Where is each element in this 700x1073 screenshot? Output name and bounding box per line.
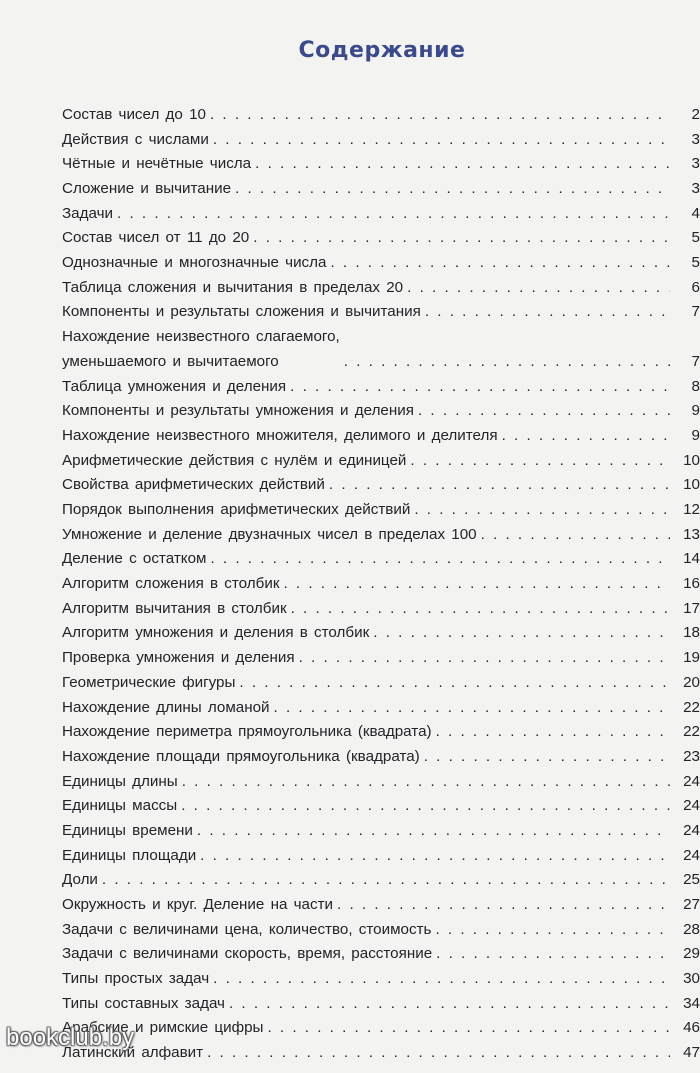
toc-entry-page-number: 17 — [683, 599, 700, 617]
toc-entry[interactable] — [62, 276, 700, 301]
dot-leader — [270, 696, 670, 721]
toc-entry-page-number: 24 — [683, 846, 700, 864]
dot-leader — [477, 523, 670, 548]
toc-entry-page-number: 10 — [683, 476, 700, 494]
dot-leader — [498, 424, 670, 449]
toc-entry-title: Арабские и римские цифры — [62, 1019, 264, 1037]
toc-entry[interactable] — [62, 202, 700, 227]
toc-entry-page-number: 5 — [691, 254, 700, 272]
toc-entry-page-number: 18 — [683, 624, 700, 642]
toc-entry-page-number: 8 — [691, 377, 700, 395]
toc-entry[interactable] — [62, 301, 700, 326]
toc-entry-title: Алгоритм сложения в столбик — [62, 575, 280, 593]
toc-entry[interactable] — [62, 251, 700, 276]
dot-leader — [177, 794, 670, 819]
toc-entry[interactable] — [62, 671, 700, 696]
toc-entry[interactable] — [62, 621, 700, 646]
watermark: bookclub.by — [6, 1024, 135, 1051]
toc-entry-page-number: 46 — [683, 1019, 700, 1037]
toc-entry[interactable] — [62, 597, 700, 622]
toc-entry-page-number: 24 — [683, 821, 700, 839]
toc-entry-page-number: 30 — [683, 970, 700, 988]
toc-entry-title: Порядок выполнения арифметических действий — [62, 501, 411, 518]
toc-entry-page-number: 3 — [691, 180, 700, 198]
toc-entry-title: Действия с числами — [62, 130, 209, 148]
dot-leader — [113, 202, 670, 227]
toc-entry[interactable] — [62, 498, 700, 523]
toc-entry[interactable] — [62, 646, 700, 671]
toc-entry[interactable] — [62, 918, 700, 943]
toc-entry[interactable] — [62, 1041, 700, 1066]
toc-entry-title: Нахождение площади прямоугольника (квадрата) — [62, 747, 420, 765]
dot-leader — [196, 844, 670, 869]
toc-entry-page-number: 7 — [691, 352, 700, 370]
dot-leader — [340, 350, 670, 375]
toc-entry-title: Окружность и круг. Деление на части — [62, 896, 334, 913]
toc-entry-title: Чётные и нечётные числа — [62, 155, 252, 173]
toc-entry-page-number: 16 — [683, 575, 700, 593]
toc-entry-page-number: 6 — [691, 278, 700, 296]
toc-entry[interactable] — [62, 720, 700, 745]
toc-entry-title: Таблица сложения и вычитания в пределах 20 — [62, 278, 404, 296]
toc-entry-title: Нахождение неизвестного множителя, делимого и делителя — [62, 426, 498, 444]
toc-entry-title: Типы составных задач — [62, 994, 225, 1012]
toc-entry[interactable] — [62, 152, 700, 177]
toc-entry-title: Типы простых задач — [62, 970, 210, 988]
toc-entry-page-number: 25 — [683, 871, 700, 889]
dot-leader — [325, 473, 670, 498]
toc-entry[interactable] — [62, 226, 700, 251]
toc-entry-title: Нахождение длины ломаной — [62, 698, 270, 716]
toc-entry-title: Однозначные и многозначные числа — [62, 254, 327, 272]
toc-entry-page-number: 3 — [691, 130, 700, 148]
toc-entry[interactable] — [62, 696, 700, 721]
toc-entry-title: Единицы длины — [62, 772, 178, 790]
dot-leader — [249, 226, 670, 251]
dot-leader — [431, 918, 670, 943]
toc-entry-page-number: 22 — [683, 698, 700, 716]
toc-entry[interactable] — [62, 992, 700, 1017]
dot-leader — [178, 770, 670, 795]
toc-entry-page-number: 20 — [683, 673, 700, 691]
toc-entry[interactable] — [62, 794, 700, 819]
toc-entry-title: Компоненты и результаты сложения и вычитания — [62, 303, 421, 321]
dot-leader — [193, 819, 670, 844]
toc-entry-page-number: 34 — [683, 994, 700, 1012]
toc-entry-page-number: 22 — [683, 723, 700, 741]
dot-leader — [403, 276, 670, 301]
toc-entry-page-number: 23 — [683, 747, 700, 765]
toc-entry-title: Проверка умножения и деления — [62, 649, 295, 667]
toc-entry-page-number: 29 — [683, 945, 700, 963]
toc-entry-page-number: 47 — [683, 1044, 700, 1062]
toc-entry-title: Алгоритм умножения и деления в столбик — [62, 624, 370, 642]
dot-leader — [286, 375, 670, 400]
toc-entry[interactable] — [62, 868, 700, 893]
dot-leader — [225, 992, 670, 1017]
toc-entry-title: Латинский алфавит — [62, 1044, 204, 1062]
dot-leader — [410, 498, 670, 523]
toc-entry-title: Единицы массы — [62, 797, 178, 815]
dot-leader — [432, 942, 670, 967]
dot-leader — [279, 572, 670, 597]
toc-entry-page-number: 19 — [683, 649, 700, 667]
toc-entry-page-number: 9 — [691, 402, 700, 420]
toc-entry-title: Задачи с величинами цена, количество, стоимость — [62, 920, 432, 938]
dot-leader — [414, 399, 670, 424]
toc-entry[interactable] — [62, 375, 700, 400]
table-of-contents — [62, 103, 700, 1066]
toc-entry[interactable] — [62, 770, 700, 795]
toc-entry[interactable] — [62, 547, 700, 572]
dot-leader — [326, 251, 670, 276]
toc-entry-title: Свойства арифметических действий — [62, 476, 325, 494]
toc-entry-title: Задачи с величинами скорость, время, расстояние — [62, 945, 433, 963]
toc-entry-title: Сложение и вычитание — [62, 180, 232, 198]
toc-entry-page-number: 5 — [691, 229, 700, 247]
toc-entry-title: Единицы времени — [62, 821, 193, 839]
toc-entry[interactable] — [62, 967, 700, 992]
dot-leader — [209, 128, 670, 153]
toc-entry-title: Геометрические фигуры — [62, 673, 236, 691]
toc-entry-page-number: 3 — [691, 155, 700, 173]
dot-leader — [420, 745, 670, 770]
toc-entry-title: Алгоритм вычитания в столбик — [62, 599, 287, 617]
toc-entry[interactable] — [62, 103, 700, 128]
toc-entry-page-number: 24 — [683, 772, 700, 790]
dot-leader — [287, 597, 670, 622]
toc-entry-title: Компоненты и результаты умножения и деления — [62, 402, 414, 420]
toc-entry-page-number: 2 — [691, 105, 700, 123]
dot-leader — [98, 868, 670, 893]
dot-leader — [251, 152, 670, 177]
dot-leader — [206, 103, 670, 128]
toc-entry-page-number: 4 — [691, 204, 700, 222]
toc-entry-page-number: 28 — [683, 920, 700, 938]
toc-entry[interactable] — [62, 128, 700, 153]
toc-entry[interactable] — [62, 572, 700, 597]
toc-entry[interactable] — [62, 1016, 700, 1041]
toc-entry[interactable] — [62, 893, 700, 918]
toc-entry-page-number: 7 — [691, 303, 700, 321]
toc-entry-title: Таблица умножения и деления — [62, 377, 287, 395]
dot-leader — [206, 547, 670, 572]
toc-entry[interactable] — [62, 473, 700, 498]
toc-entry-title: Деление с остатком — [62, 550, 207, 568]
dot-leader — [209, 967, 670, 992]
dot-leader — [369, 621, 670, 646]
dot-leader — [203, 1041, 670, 1066]
toc-entry-page-number: 24 — [683, 797, 700, 815]
dot-leader — [263, 1016, 670, 1041]
toc-entry[interactable] — [62, 177, 700, 202]
toc-entry-title: Состав чисел от 11 до 20 — [62, 229, 250, 247]
toc-entry-title: Нахождение периметра прямоугольника (квадрата) — [62, 723, 432, 741]
dot-leader — [235, 671, 670, 696]
toc-entry-title: Задачи — [62, 204, 113, 222]
dot-leader — [295, 646, 670, 671]
toc-entry-page-number: 14 — [683, 550, 700, 568]
toc-entry[interactable] — [62, 399, 700, 424]
toc-entry[interactable] — [62, 844, 700, 869]
dot-leader — [432, 720, 670, 745]
page-title: Содержание — [298, 38, 466, 63]
toc-entry-title: Состав чисел до 10 — [62, 105, 206, 123]
toc-entry-title: Нахождение неизвестного слагаемого, уменьшаемого и вычитаемого — [62, 328, 340, 370]
dot-leader — [333, 893, 670, 918]
toc-entry[interactable] — [62, 449, 700, 474]
toc-entry-title: Арифметические действия с нулём и единицей — [62, 451, 407, 469]
dot-leader — [231, 177, 670, 202]
toc-entry[interactable] — [62, 942, 700, 967]
toc-entry-page-number: 12 — [683, 501, 700, 518]
toc-entry-page-number: 13 — [683, 525, 700, 543]
toc-entry-title: Доли — [62, 871, 98, 889]
toc-entry-title: Единицы площади — [62, 846, 197, 864]
toc-entry[interactable] — [62, 424, 700, 449]
toc-entry[interactable] — [62, 325, 700, 374]
toc-entry-title: Умножение и деление двузначных чисел в пределах 100 — [62, 525, 477, 543]
dot-leader — [406, 449, 670, 474]
toc-entry[interactable] — [62, 523, 700, 548]
toc-entry[interactable] — [62, 819, 700, 844]
toc-entry-page-number: 27 — [683, 896, 700, 913]
toc-entry-page-number: 9 — [691, 426, 700, 444]
dot-leader — [421, 301, 670, 326]
toc-entry-page-number: 10 — [683, 451, 700, 469]
toc-entry[interactable] — [62, 745, 700, 770]
